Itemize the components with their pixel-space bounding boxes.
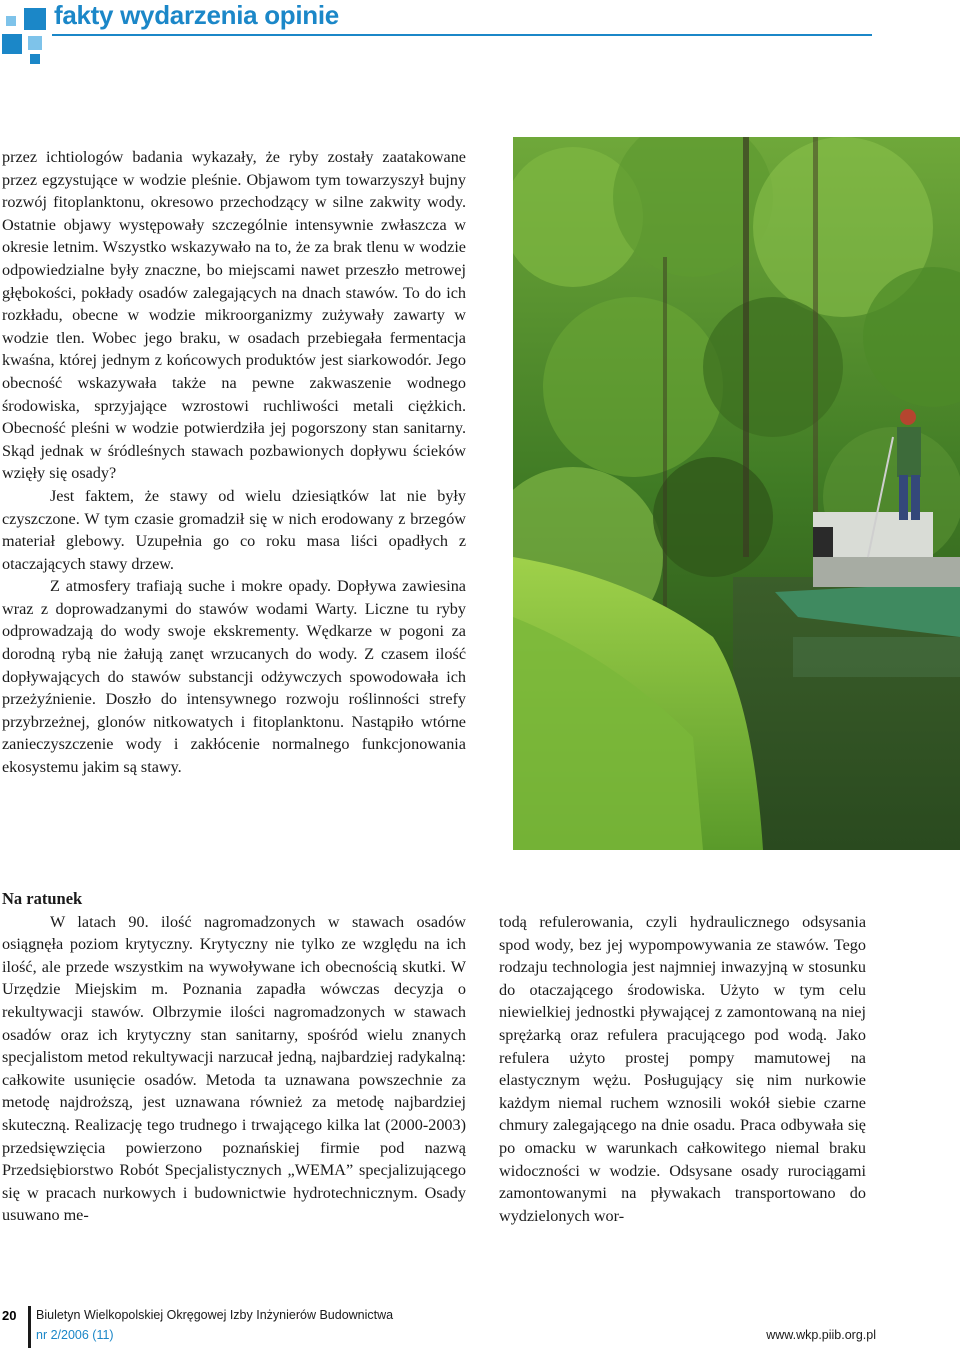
paragraph: Z atmosfery trafiają suche i mokre opady. Dopływa zawiesina wraz z doprowadzanymi do stawów wodami Warty. Liczne tu ryby odprowadzają do wody swoje ekskrementy. Wędkarze w pogoni za dorodną rybą nie żałują zanęt wrzucanych do wody. Z czasem ilość dopływających do stawów substancji odżywczych spowodowała ich przeżyźnienie. Doszło do intensywnego rozwoju roślinności strefy przybrzeżnej, glonów nitkowatych i fitoplanktonu. Nastąpiło wtórne zanieczyszczenie wody i zakłócenie normalnego funkcjonowania ekosystemu jakim są stawy.	[2, 577, 466, 777]
paragraph: Jest faktem, że stawy od wielu dziesiątków lat nie były czyszczone. W tym czasie gromadził się w nich erodowany z brzegów materiał glebowy. Uzupełnia go co roku masa liści opadłych z otaczających stawy drzew.	[2, 486, 466, 573]
article-column-top	[2, 146, 466, 779]
header-divider	[52, 34, 872, 36]
footer-divider	[28, 1306, 31, 1348]
photo-illustration	[513, 137, 960, 850]
section-title: fakty wydarzenia opinie	[54, 0, 339, 30]
page-footer	[0, 1300, 960, 1354]
website-link[interactable]: www.wkp.piib.org.pl	[766, 1328, 876, 1342]
article-column-bottom-left	[2, 888, 466, 1227]
article-column-bottom-right	[499, 911, 866, 1227]
subheading: Na ratunek	[2, 889, 83, 908]
journal-name: Biuletyn Wielkopolskiej Okręgowej Izby Inżynierów Budownictwa	[36, 1308, 394, 1322]
page-header	[0, 0, 960, 70]
pond-dredging-photo	[513, 137, 960, 850]
paragraph: przez ichtiologów badania wykazały, że ryby zostały zaatakowane przez egzystujące w wodzie pleśnie. Objawom tym towarzyszył bujny rozwój fitoplanktonu, okresowo przechodzący w silne zakwity wody. Ostatnie objawy występowały szczególnie intensywnie zwłaszcza w okresie letnim. Wszystko wskazywało na to, że za brak tlenu w wodzie odpowiedzialne były znaczne, bo miejscami nawet przeszło metrowej głębokości, pokłady osadów zalegających na dnach stawów. To do ich rozkładu, obecne w wodzie mikroorganizmy zużywały zawarty w wodzie tlen. Wobec jego braku, w osadach przebiegała fermentacja kwaśna, której jednym z końcowych produktów jest siarkowodór. Jego obecność wskazywała także na pewne zakwaszenie wodnego środowiska, sprzyjające wzrostowi ruchliwości metali ciężkich. Obecność pleśni w wodzie potwierdziła jej pogorszony stan sanitarny. Skąd jednak w śródleśnych stawach pozbawionych dopływu ścieków wzięły się osady?	[2, 148, 466, 483]
page-number: 20	[2, 1308, 17, 1323]
issue-number: nr 2/2006 (11)	[36, 1328, 114, 1342]
paragraph: todą refulerowania, czyli hydraulicznego odsysania spod wody, bez jej wypompowywania ze stawów. Tego rodzaju technologia jest najmniej inwazyjną w stosunku do otaczającego środowiska. Użyto w tym celu niewielkiej jednostki pływającej z zamontowaną na niej sprężarką oraz refulera pracującego pod wodą. Jako refulera użyto prostej pompy mamutowej na elastycznym wężu. Posługujący się nim nurkowie każdym niemal ruchem wznosili wokół siebie czarne chmury zalegającego na dnie osadu. Praca odbywała się po omacku w warunkach całkowitego niemal braku widoczności w wodzie. Odsysane osady rurociągami zamontowanymi na pływakach transportowano do wydzielonych wor-	[499, 913, 866, 1225]
paragraph: W latach 90. ilość nagromadzonych w stawach osadów osiągnęła poziom krytyczny. Krytyczny nie tylko ze względu na ich ilość, ale przede wszystkim na wywoływane ich obecnością skutki. W Urzędzie Miejskim m. Poznania zapadła wówczas decyzja o rekultywacji stawów. Olbrzymie ilości nagromadzonych w stawach osadów oraz ich krytyczny stan sanitarny, spośród wielu znanych specjalistom metod rekultywacji narzucał jedną, najbardziej radykalną: całkowite usunięcie osadów. Metoda ta uznawana powszechnie za metodę najdroższą, jest uznawana również za metodę najbardziej skuteczną. Realizację tego trudnego i trwającego kilka lat (2000-2003) przedsięwzięcia powierzono poznańskiej firmie pod nazwą Przedsiębiorstwo Robót Specjalistycznych „WEMA” specjalizującego się w pracach nurkowych i budownictwie hydrotechnicznym. Osady usuwano me-	[2, 912, 466, 1225]
blue-squares-logo-icon	[0, 4, 50, 66]
